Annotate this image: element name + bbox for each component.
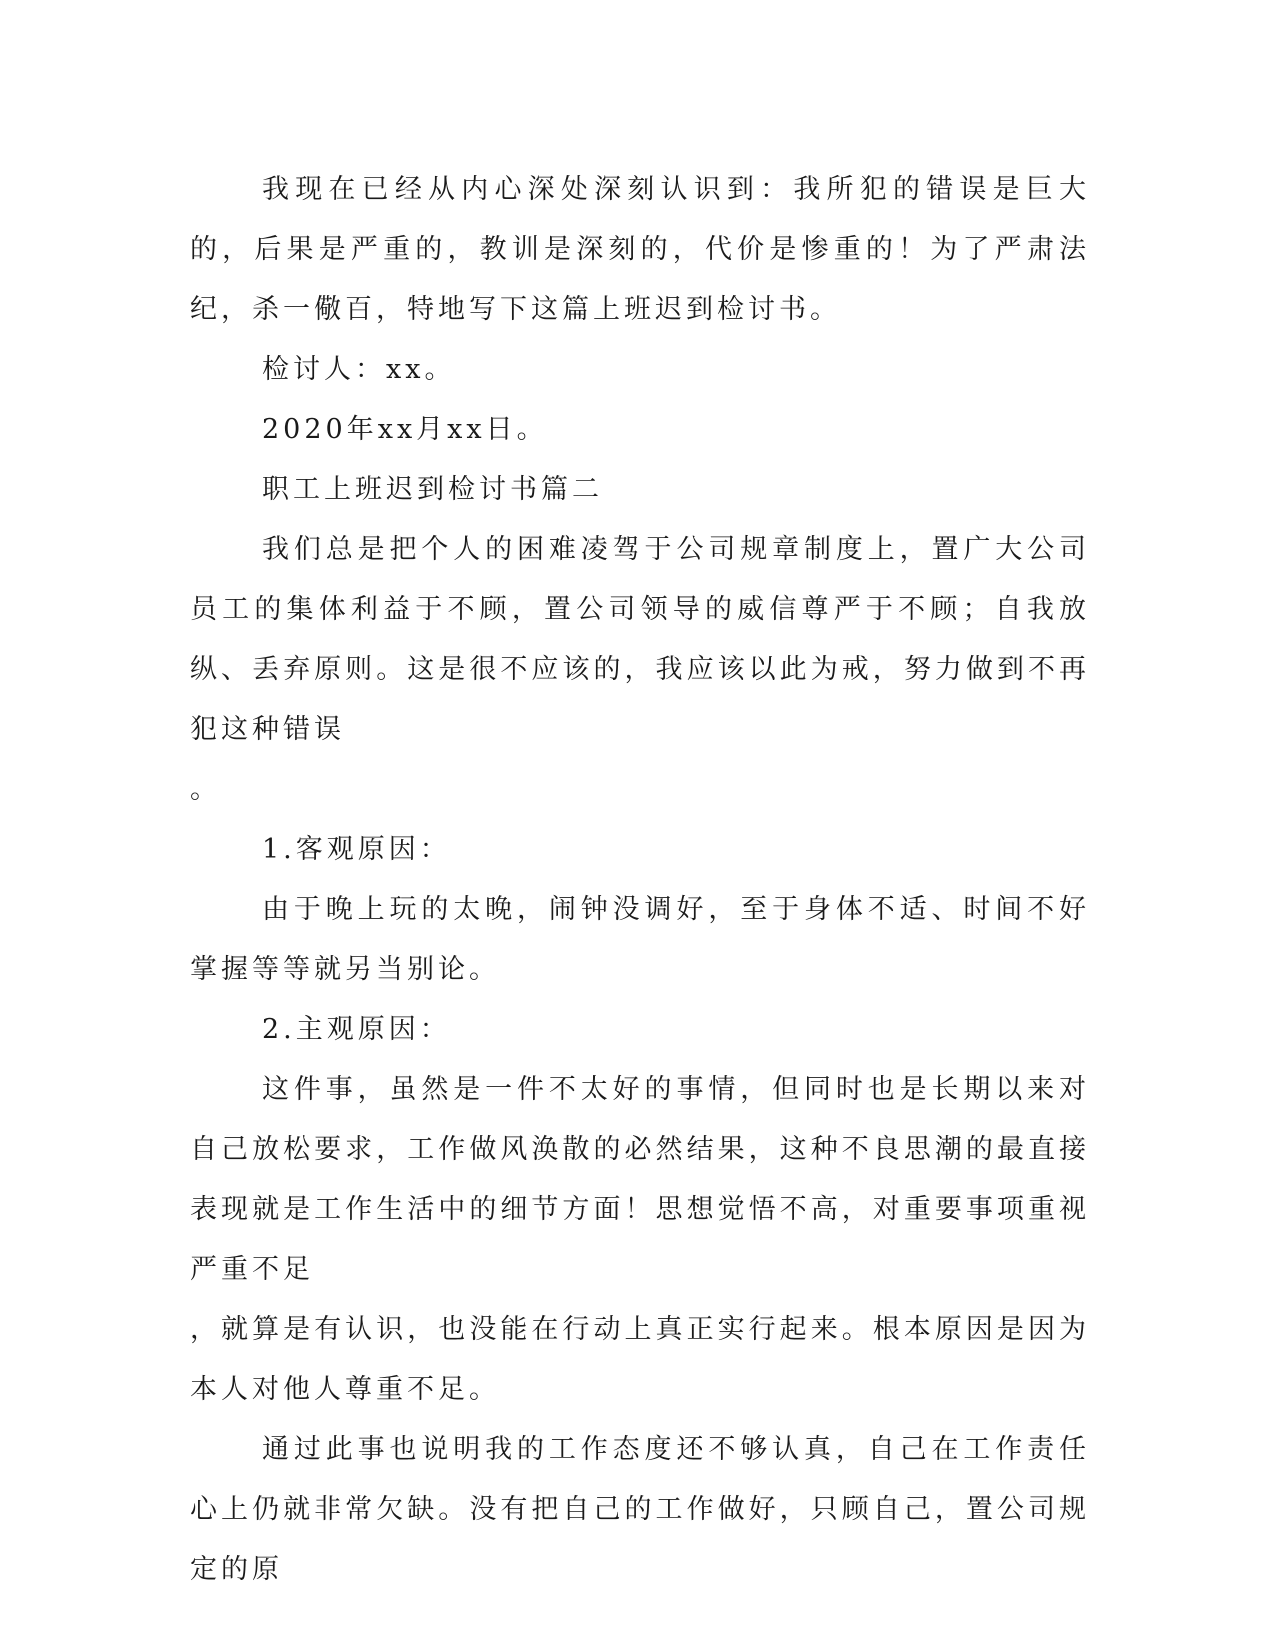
paragraph-subjective-heading: 2.主观原因： <box>262 1014 451 1045</box>
paragraph-objective-body: 由于晚上玩的太晚，闹钟没调好，至于身体不适、时间不好掌握等等就另当别论。 <box>190 894 1090 985</box>
paragraph-rules: 我们总是把个人的困难凌驾于公司规章制度上，置广大公司员工的集体利益于不顾，置公司领导的威信尊严于不顾；自我放纵、丢弃原则。这是很不应该的，我应该以此为戒，努力做到不再犯这种错误 <box>190 534 1090 745</box>
paragraph-date: 2020年xx月xx日。 <box>262 414 548 445</box>
paragraph-attitude: 通过此事也说明我的工作态度还不够认真，自己在工作责任心上仍就非常欠缺。没有把自己的工作做好，只顾自己，置公司规定的原 <box>190 1434 1090 1585</box>
paragraph-objective-heading: 1.客观原因： <box>262 834 451 865</box>
section-heading: 职工上班迟到检讨书篇二 <box>262 474 603 505</box>
paragraph-subjective-tail: ，就算是有认识，也没能在行动上真正实行起来。根本原因是因为本人对他人尊重不足。 <box>190 1314 1090 1405</box>
paragraph-signer: 检讨人：xx。 <box>262 354 456 385</box>
paragraph-subjective-body: 这件事，虽然是一件不太好的事情，但同时也是长期以来对自己放松要求，工作做风涣散的必然结果，这种不良思潮的最直接表现就是工作生活中的细节方面！思想觉悟不高，对重要事项重视严重不足 <box>190 1074 1090 1285</box>
document-body <box>190 160 1090 1600</box>
paragraph-confession: 我现在已经从内心深处深刻认识到：我所犯的错误是巨大的，后果是严重的，教训是深刻的，代价是惨重的！为了严肃法纪，杀一儆百，特地写下这篇上班迟到检讨书。 <box>190 174 1090 325</box>
paragraph-rules-tail: 。 <box>190 774 221 805</box>
